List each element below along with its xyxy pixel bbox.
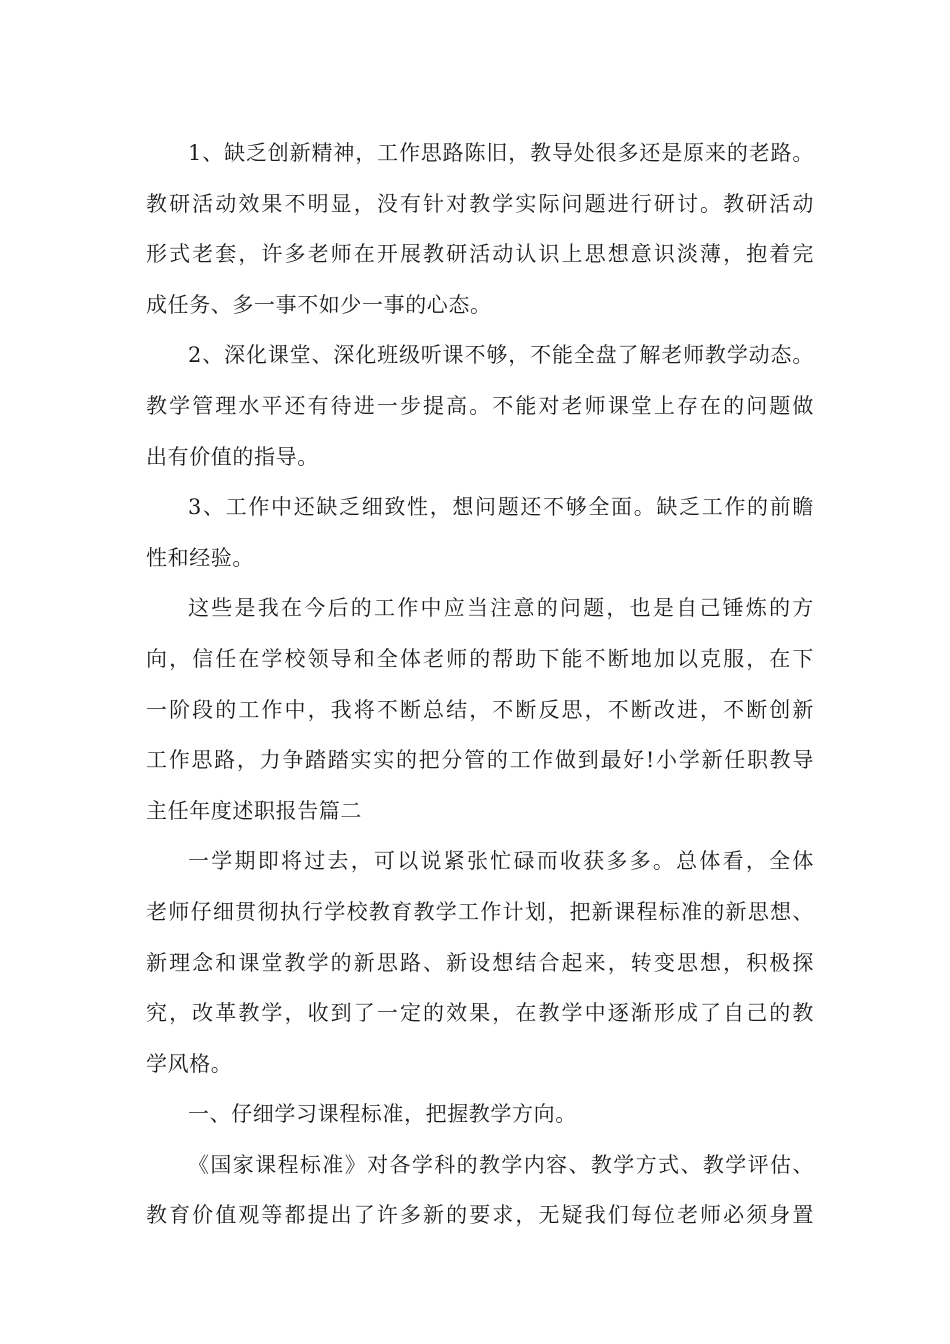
paragraph-1-line-1: 1、缺乏创新精神，工作思路陈旧，教导处很多还是原来的老路。 — [188, 141, 814, 165]
paragraph-2-line-1: 2、深化课堂、深化班级听课不够，不能全盘了解老师教学动态。 — [188, 343, 814, 368]
section-heading: 一、仔细学习课程标准，把握教学方向。 — [188, 1102, 577, 1127]
paragraph-1-line-2: 教研活动效果不明显，没有针对教学实际问题进行研讨。教研活动 — [146, 191, 814, 216]
paragraph-5-line-4: 究，改革教学，收到了一定的效果，在教学中逐渐形成了自己的教 — [146, 1001, 814, 1026]
paragraph-2-line-3: 出有价值的指导。 — [146, 444, 319, 469]
paragraph-5-line-2: 老师仔细贯彻执行学校教育教学工作计划，把新课程标准的新思想、 — [146, 899, 814, 924]
paragraph-6-line-2: 教育价值观等都提出了许多新的要求，无疑我们每位老师必须身置 — [146, 1203, 814, 1228]
paragraph-3-line-2: 性和经验。 — [146, 545, 254, 570]
paragraph-4-line-4: 工作思路，力争踏踏实实的把分管的工作做到最好!小学新任职教导 — [146, 748, 814, 773]
paragraph-2-line-2: 教学管理水平还有待进一步提高。不能对老师课堂上存在的问题做 — [146, 393, 814, 418]
paragraph-5-line-5: 学风格。 — [146, 1051, 233, 1076]
paragraph-5-line-3: 新理念和课堂教学的新思路、新设想结合起来，转变思想，积极探 — [146, 950, 814, 975]
paragraph-3-line-1: 3、工作中还缺乏细致性，想问题还不够全面。缺乏工作的前瞻 — [188, 495, 814, 520]
paragraph-4-line-3: 一阶段的工作中，我将不断总结，不断反思，不断改进，不断创新 — [146, 697, 814, 722]
paragraph-4-line-2: 向，信任在学校领导和全体老师的帮助下能不断地加以克服，在下 — [146, 646, 814, 671]
paragraph-5-line-1: 一学期即将过去，可以说紧张忙碌而收获多多。总体看，全体 — [188, 849, 814, 874]
paragraph-4-line-1: 这些是我在今后的工作中应当注意的问题，也是自己锤炼的方 — [188, 596, 814, 621]
paragraph-4-line-5: 主任年度述职报告篇二 — [146, 798, 362, 823]
document-page — [146, 128, 814, 1241]
paragraph-1-line-3: 形式老套，许多老师在开展教研活动认识上思想意识淡薄，抱着完 — [146, 242, 814, 267]
paragraph-6-line-1: 《国家课程标准》对各学科的教学内容、教学方式、教学评估、 — [188, 1152, 814, 1177]
paragraph-1-line-4: 成任务、多一事不如少一事的心态。 — [146, 292, 492, 317]
